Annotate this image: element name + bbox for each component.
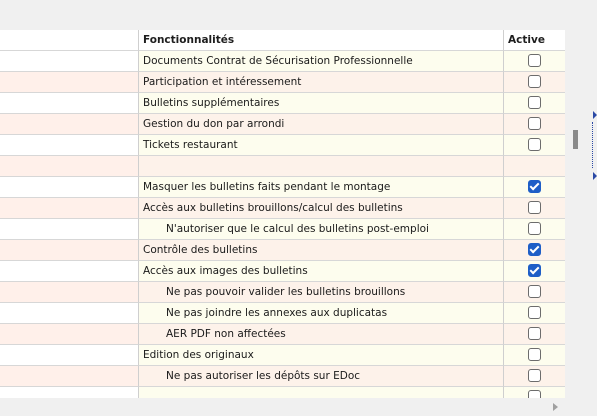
active-checkbox[interactable]	[528, 390, 541, 398]
table-row[interactable]	[0, 114, 565, 135]
feature-cell[interactable]	[139, 387, 504, 398]
feature-label: Accès aux bulletins brouillons/calcul des bulletins	[143, 202, 403, 214]
feature-label: Documents Contrat de Sécurisation Professionnelle	[143, 55, 413, 67]
active-cell[interactable]	[504, 324, 565, 345]
row-hidden-cell[interactable]	[0, 282, 139, 303]
row-hidden-cell[interactable]	[0, 240, 139, 261]
table-row[interactable]	[0, 282, 565, 303]
feature-cell[interactable]	[139, 156, 504, 177]
active-cell[interactable]	[504, 51, 565, 72]
table-row[interactable]	[0, 51, 565, 72]
feature-label: Masquer les bulletins faits pendant le montage	[143, 181, 391, 193]
table-row[interactable]	[0, 72, 565, 93]
active-cell[interactable]	[504, 387, 565, 398]
panel-edge-arrow-bottom-icon[interactable]	[593, 172, 597, 180]
table-row[interactable]	[0, 198, 565, 219]
active-cell[interactable]	[504, 282, 565, 303]
table-row[interactable]	[0, 156, 565, 177]
row-hidden-cell[interactable]	[0, 114, 139, 135]
table-row[interactable]	[0, 345, 565, 366]
feature-label: Contrôle des bulletins	[143, 244, 258, 256]
column-header-features[interactable]	[139, 30, 504, 51]
horizontal-scrollbar[interactable]	[0, 398, 565, 416]
active-cell[interactable]	[504, 366, 565, 387]
row-hidden-cell[interactable]	[0, 156, 139, 177]
feature-label: Participation et intéressement	[143, 76, 302, 88]
active-checkbox[interactable]	[528, 96, 541, 109]
active-cell[interactable]	[504, 93, 565, 114]
active-checkbox[interactable]	[528, 138, 541, 151]
splitter-dotted-line[interactable]	[592, 122, 597, 168]
feature-cell[interactable]	[139, 366, 504, 387]
feature-label: Ne pas joindre les annexes aux duplicatas	[166, 307, 388, 319]
feature-cell[interactable]	[139, 72, 504, 93]
table-row[interactable]	[0, 303, 565, 324]
top-toolbar-area	[0, 0, 597, 30]
row-hidden-cell[interactable]	[0, 51, 139, 72]
row-hidden-cell[interactable]	[0, 72, 139, 93]
feature-cell[interactable]	[139, 93, 504, 114]
active-checkbox[interactable]	[528, 243, 541, 256]
active-cell[interactable]	[504, 156, 565, 177]
feature-cell[interactable]	[139, 177, 504, 198]
active-checkbox[interactable]	[528, 327, 541, 340]
active-cell[interactable]	[504, 261, 565, 282]
column-header-active[interactable]	[504, 30, 565, 51]
feature-label: Bulletins supplémentaires	[143, 97, 280, 109]
active-cell[interactable]	[504, 345, 565, 366]
row-hidden-cell[interactable]	[0, 177, 139, 198]
feature-label: N'autoriser que le calcul des bulletins post-emploi	[166, 223, 429, 235]
active-checkbox[interactable]	[528, 369, 541, 382]
row-hidden-cell[interactable]	[0, 198, 139, 219]
active-cell[interactable]	[504, 135, 565, 156]
active-checkbox[interactable]	[528, 285, 541, 298]
row-hidden-cell[interactable]	[0, 219, 139, 240]
active-checkbox[interactable]	[528, 264, 541, 277]
feature-cell[interactable]	[139, 261, 504, 282]
header-row	[0, 30, 565, 51]
active-checkbox[interactable]	[528, 222, 541, 235]
table-row[interactable]	[0, 93, 565, 114]
table-row[interactable]	[0, 261, 565, 282]
table-row[interactable]	[0, 177, 565, 198]
active-cell[interactable]	[504, 114, 565, 135]
feature-label: Ne pas autoriser les dépôts sur EDoc	[166, 370, 361, 382]
scroll-right-arrow-icon[interactable]	[553, 403, 558, 411]
active-checkbox[interactable]	[528, 306, 541, 319]
row-hidden-cell[interactable]	[0, 345, 139, 366]
row-hidden-cell[interactable]	[0, 387, 139, 398]
panel-edge-arrow-top-icon[interactable]	[593, 111, 597, 119]
feature-cell[interactable]	[139, 303, 504, 324]
header-cell-hidden-column	[0, 30, 139, 51]
feature-label: Edition des originaux	[143, 349, 254, 361]
table-row[interactable]	[0, 219, 565, 240]
feature-label: AER PDF non affectées	[166, 328, 286, 340]
row-hidden-cell[interactable]	[0, 324, 139, 345]
active-checkbox[interactable]	[528, 75, 541, 88]
table-row[interactable]	[0, 135, 565, 156]
feature-cell[interactable]	[139, 135, 504, 156]
active-cell[interactable]	[504, 177, 565, 198]
active-checkbox[interactable]	[528, 54, 541, 67]
row-hidden-cell[interactable]	[0, 366, 139, 387]
feature-cell[interactable]	[139, 51, 504, 72]
active-cell[interactable]	[504, 303, 565, 324]
feature-cell[interactable]	[139, 198, 504, 219]
table-row[interactable]	[0, 324, 565, 345]
active-cell[interactable]	[504, 72, 565, 93]
features-grid	[0, 30, 565, 398]
row-hidden-cell[interactable]	[0, 93, 139, 114]
feature-cell[interactable]	[139, 240, 504, 261]
table-row[interactable]	[0, 240, 565, 261]
active-cell[interactable]	[504, 198, 565, 219]
feature-cell[interactable]	[139, 114, 504, 135]
feature-label: Gestion du don par arrondi	[143, 118, 285, 130]
feature-cell[interactable]	[139, 219, 504, 240]
feature-label: Accès aux images des bulletins	[143, 265, 308, 277]
vertical-scrollbar[interactable]	[565, 30, 597, 398]
column-header-features-label: Fonctionnalités	[143, 34, 235, 46]
feature-cell[interactable]	[139, 345, 504, 366]
row-hidden-cell[interactable]	[0, 135, 139, 156]
row-hidden-cell[interactable]	[0, 261, 139, 282]
feature-label: Tickets restaurant	[143, 139, 238, 151]
active-checkbox[interactable]	[528, 117, 541, 130]
active-checkbox[interactable]	[528, 348, 541, 361]
table-row[interactable]	[0, 387, 565, 398]
vertical-scrollbar-thumb[interactable]	[573, 130, 578, 149]
feature-label: Ne pas pouvoir valider les bulletins brouillons	[166, 286, 406, 298]
feature-cell[interactable]	[139, 324, 504, 345]
column-header-active-label: Active	[508, 34, 545, 46]
feature-cell[interactable]	[139, 282, 504, 303]
active-cell[interactable]	[504, 219, 565, 240]
active-checkbox[interactable]	[528, 180, 541, 193]
table-row[interactable]	[0, 366, 565, 387]
row-hidden-cell[interactable]	[0, 303, 139, 324]
active-cell[interactable]	[504, 240, 565, 261]
active-checkbox[interactable]	[528, 201, 541, 214]
